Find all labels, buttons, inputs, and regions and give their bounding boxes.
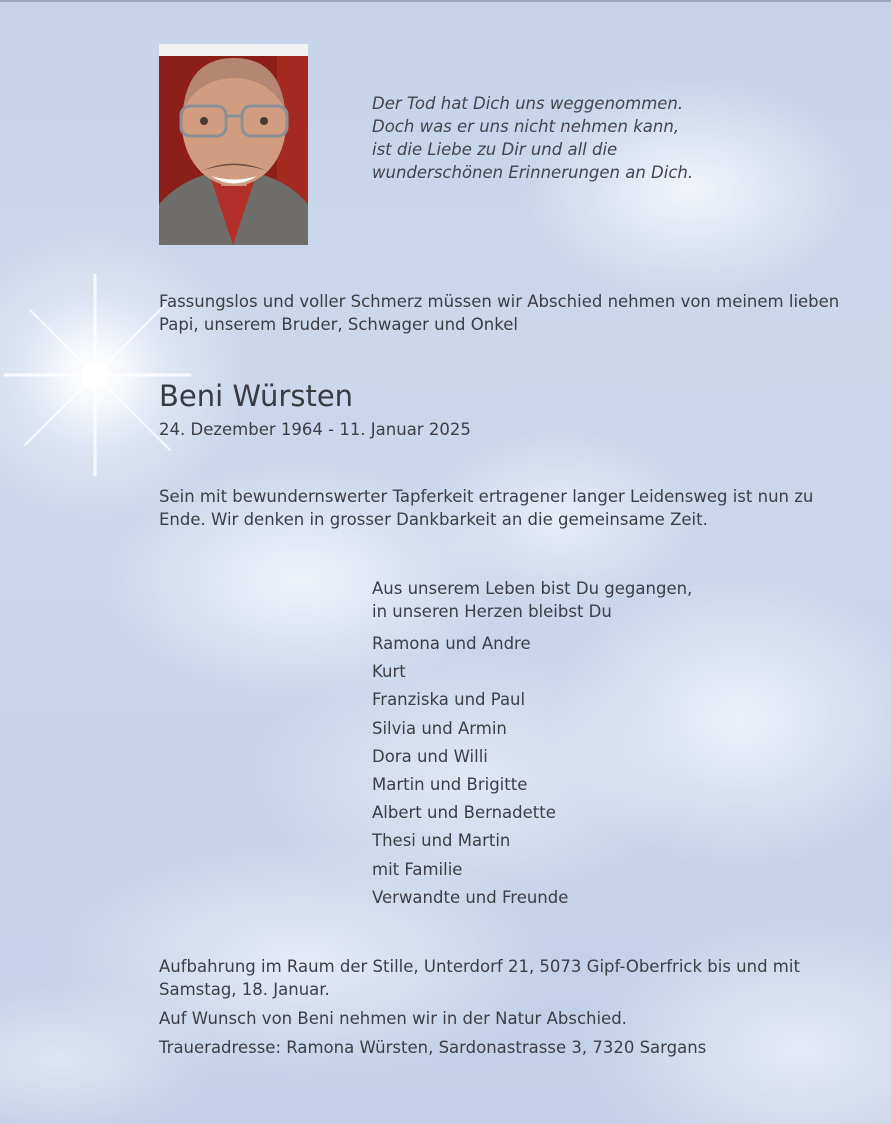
mourner-entry: Martin und Brigitte: [372, 774, 528, 794]
mourner-entry: Franziska und Paul: [372, 690, 526, 710]
tribute-text: Sein mit bewundernswerter Tapferkeit ertragener langer Leidensweg ist nun zu Ende. Wir denken in grosser Dankbarkeit an die gemeinsame Zeit.: [159, 487, 814, 529]
announcement-intro: Fassungslos und voller Schmerz müssen wir Abschied nehmen von meinem lieben Papi, unserem Bruder, Schwager und Onkel: [159, 292, 840, 334]
mourning-address: Traueradresse: Ramona Würsten, Sardonastrasse 3, 7320 Sargans: [159, 1038, 707, 1057]
mourners-list: [372, 632, 568, 914]
quote-line: Doch was er uns nicht nehmen kann,: [372, 117, 680, 136]
deceased-name: Beni Würsten: [159, 379, 354, 413]
quote-line: ist die Liebe zu Dir und all die: [372, 140, 618, 159]
portrait-photo: [159, 44, 308, 245]
mourner-entry: Dora und Willi: [372, 746, 488, 766]
farewell-verse: [372, 577, 822, 623]
farewell-line: Aus unserem Leben bist Du gegangen,: [372, 579, 693, 598]
viewing-info: Aufbahrung im Raum der Stille, Unterdorf 21, 5073 Gipf-Oberfrick bis und mit Samstag, 18. Januar.: [159, 957, 800, 999]
funeral-details: [159, 955, 859, 1059]
ceremony-info: Auf Wunsch von Beni nehmen wir in der Natur Abschied.: [159, 1009, 627, 1028]
mourner-entry: mit Familie: [372, 859, 463, 879]
mourner-entry: Albert und Bernadette: [372, 803, 556, 823]
top-border: [0, 0, 891, 2]
farewell-line: in unseren Herzen bleibst Du: [372, 602, 612, 621]
mourner-entry: Silvia und Armin: [372, 718, 507, 738]
mourner-entry: Ramona und Andre: [372, 634, 531, 653]
mourner-entry: Thesi und Martin: [372, 831, 511, 851]
mourner-entry: Verwandte und Freunde: [372, 887, 569, 907]
life-dates: 24. Dezember 1964 - 11. Januar 2025: [159, 420, 471, 439]
memorial-quote: [372, 92, 792, 184]
quote-line: wunderschönen Erinnerungen an Dich.: [372, 163, 694, 182]
mourner-entry: Kurt: [372, 662, 406, 682]
quote-line: Der Tod hat Dich uns weggenommen.: [372, 94, 684, 113]
